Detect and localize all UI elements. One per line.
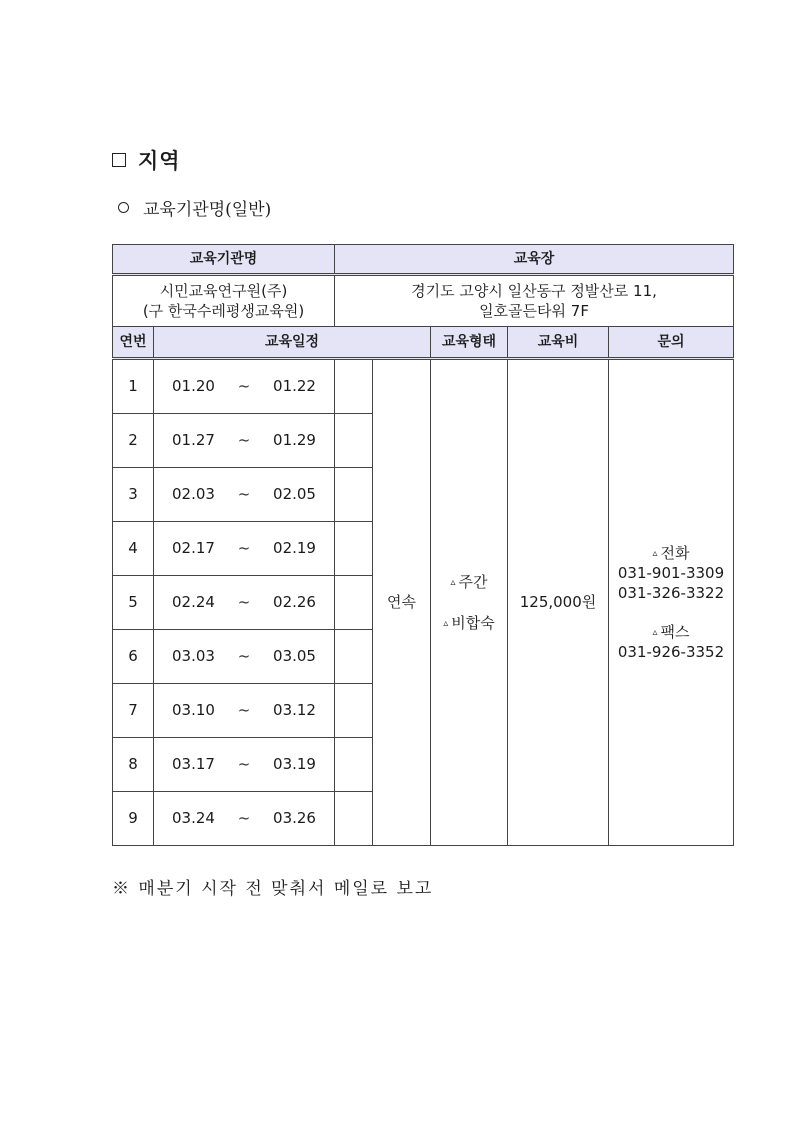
- row-blank-cell: [335, 684, 373, 738]
- phone-number-2: 031-326-3322: [617, 584, 725, 603]
- date-separator: ~: [237, 485, 251, 504]
- org-name-line2: (구 한국수레평생교육원): [142, 302, 305, 320]
- table-row: [113, 359, 734, 414]
- date-end: 03.12: [273, 701, 316, 720]
- row-blank-cell: [335, 630, 373, 684]
- date-start: 03.24: [172, 809, 215, 828]
- header-org: 교육기관명: [113, 245, 335, 275]
- date-end: 03.19: [273, 755, 316, 774]
- date-start: 03.10: [172, 701, 215, 720]
- row-date-range: [154, 792, 335, 846]
- org-name-line1: 시민교육연구원(주): [159, 281, 288, 300]
- header-fee: 교육비: [508, 327, 609, 359]
- header-inquiry: 문의: [609, 327, 734, 359]
- phone-number-1: 031-901-3309: [617, 564, 725, 583]
- circle-bullet-icon: [118, 202, 129, 213]
- date-start: 03.03: [172, 647, 215, 666]
- triangle-bullet-icon: ▵: [652, 626, 658, 638]
- header-row-org: [113, 245, 734, 275]
- triangle-bullet-icon: ▵: [450, 577, 456, 589]
- row-number: 7: [113, 684, 154, 738]
- row-number: 3: [113, 468, 154, 522]
- type-line1: 주간: [458, 573, 488, 592]
- date-end: 03.05: [273, 647, 316, 666]
- fax-label: 팩스: [660, 622, 690, 641]
- row-number: 2: [113, 414, 154, 468]
- date-end: 02.05: [273, 485, 316, 504]
- fee-cell: 125,000원: [508, 359, 609, 846]
- education-schedule-table: [112, 244, 734, 846]
- date-start: 02.17: [172, 539, 215, 558]
- header-type: 교육형태: [431, 327, 508, 359]
- org-row: [113, 275, 734, 327]
- date-start: 03.17: [172, 755, 215, 774]
- subtitle: [118, 195, 271, 220]
- header-row-schedule: [113, 327, 734, 359]
- row-number: 5: [113, 576, 154, 630]
- fax-number: 031-926-3352: [617, 642, 725, 661]
- date-end: 02.19: [273, 539, 316, 558]
- row-date-range: [154, 522, 335, 576]
- date-start: 02.24: [172, 593, 215, 612]
- row-date-range: [154, 359, 335, 414]
- education-type-cell: [431, 359, 508, 846]
- row-blank-cell: [335, 414, 373, 468]
- row-number: 6: [113, 630, 154, 684]
- row-blank-cell: [335, 468, 373, 522]
- row-date-range: [154, 738, 335, 792]
- footnote-text: 매분기 시작 전 맞춰서 메일로 보고: [138, 879, 434, 899]
- section-title-text: 지역: [138, 149, 181, 173]
- row-blank-cell: [335, 576, 373, 630]
- date-separator: ~: [237, 539, 251, 558]
- date-separator: ~: [237, 755, 251, 774]
- header-schedule: 교육일정: [154, 327, 431, 359]
- subtitle-text: 교육기관명(일반): [143, 200, 272, 220]
- reference-mark-icon: ※: [112, 879, 131, 899]
- date-start: 01.27: [172, 431, 215, 450]
- date-start: 01.20: [172, 377, 215, 396]
- venue-cell: [335, 275, 734, 327]
- org-name-cell: [113, 275, 335, 327]
- footnote: [112, 874, 433, 899]
- date-end: 01.29: [273, 431, 316, 450]
- row-blank-cell: [335, 738, 373, 792]
- checkbox-square-icon: [112, 153, 126, 167]
- row-date-range: [154, 630, 335, 684]
- row-date-range: [154, 468, 335, 522]
- continuity-cell: 연속: [373, 359, 431, 846]
- row-number: 1: [113, 359, 154, 414]
- type-line2: 비합숙: [451, 613, 495, 632]
- row-blank-cell: [335, 359, 373, 414]
- date-separator: ~: [237, 647, 251, 666]
- date-start: 02.03: [172, 485, 215, 504]
- phone-label: 전화: [660, 543, 690, 562]
- date-separator: ~: [237, 377, 251, 396]
- venue-line1: 경기도 고양시 일산동구 정발산로 11,: [411, 281, 657, 300]
- header-no: 연번: [113, 327, 154, 359]
- row-blank-cell: [335, 792, 373, 846]
- date-separator: ~: [237, 701, 251, 720]
- date-end: 01.22: [273, 377, 316, 396]
- date-separator: ~: [237, 431, 251, 450]
- triangle-bullet-icon: ▵: [443, 617, 449, 629]
- date-end: 02.26: [273, 593, 316, 612]
- row-blank-cell: [335, 522, 373, 576]
- header-venue: 교육장: [335, 245, 734, 275]
- inquiry-cell: [609, 359, 734, 846]
- venue-line2: 일호골든타워 7F: [479, 302, 589, 320]
- date-end: 03.26: [273, 809, 316, 828]
- date-separator: ~: [237, 593, 251, 612]
- section-title: [112, 145, 181, 175]
- row-number: 4: [113, 522, 154, 576]
- row-date-range: [154, 576, 335, 630]
- row-date-range: [154, 414, 335, 468]
- triangle-bullet-icon: ▵: [652, 547, 658, 559]
- date-separator: ~: [237, 809, 251, 828]
- row-number: 9: [113, 792, 154, 846]
- row-date-range: [154, 684, 335, 738]
- row-number: 8: [113, 738, 154, 792]
